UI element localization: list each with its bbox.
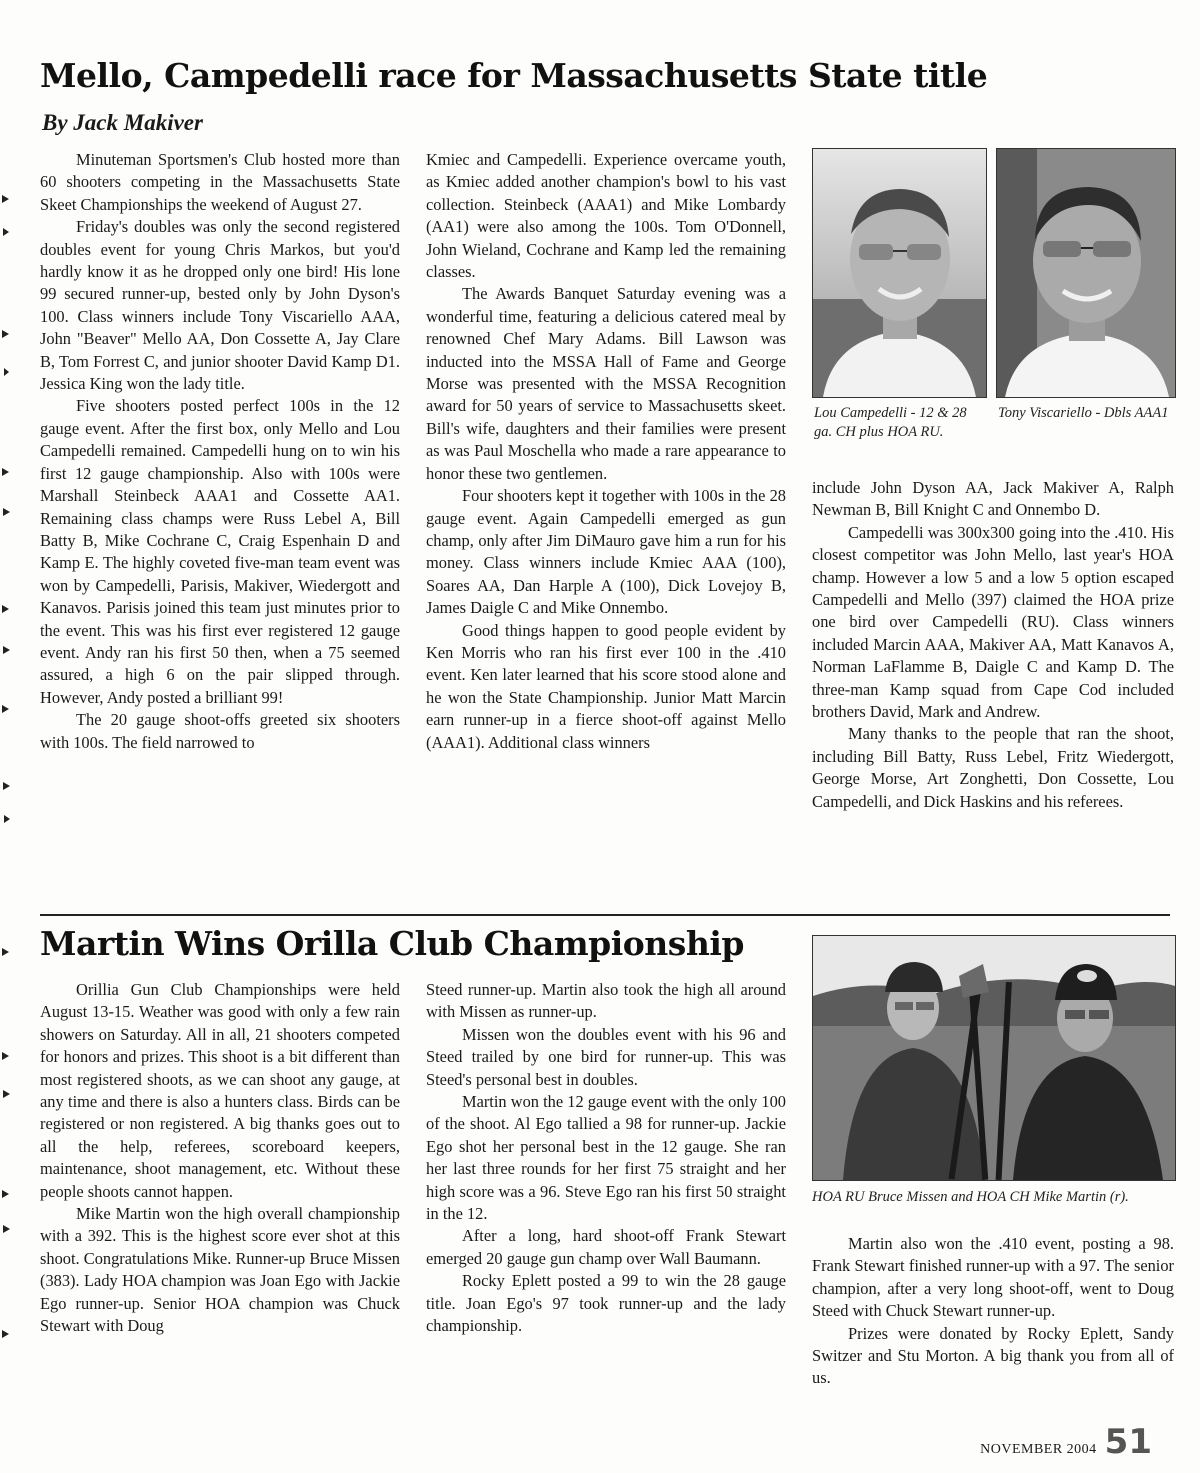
- paragraph: Martin won the 12 gauge event with the only 100 of the shoot. Al Ego tallied a 98 for runner-up. Jackie Ego shot her personal best in the 12 gauge. She ran her last three rounds for her first 75 straight and her high score was a 96. Steve Ego ran his first 50 straight in the 12.: [426, 1092, 786, 1224]
- paragraph: Martin also won the .410 event, posting a 98. Frank Stewart finished runner-up with a 97. The senior champion, after a very long shoot-off, went to Doug Steed with Chuck Stewart runner-up.: [812, 1234, 1174, 1321]
- paragraph: Missen won the doubles event with his 96 and Steed trailed by one bird for runner-up. This was Steed's personal best in doubles.: [426, 1024, 786, 1089]
- caption-martin: HOA RU Bruce Missen and HOA CH Mike Martin (r).: [812, 1189, 1129, 1205]
- paragraph: The Awards Banquet Saturday evening was a wonderful time, featuring a delicious catered meal by renowned Chef Mary Adams. Bill Lawson was inducted into the MSSA Hall of Fame and George Morse was presented with the MSSA Recognition award for 50 years of service to Massachusetts skeet. Bill's wife, daughters and their families were present as was Paul Moschella who made a rare appearance to honor these two gentlemen.: [426, 284, 786, 483]
- section-divider: [40, 914, 1170, 916]
- paragraph: Four shooters kept it together with 100s in the 28 gauge event. Again Campedelli emerged as gun champ, only after Jim DiMauro gave him a run for his money. Class winners include Kmiec AAA (100), Soares AA, Dan Harple A (100), Dick Lovejoy B, James Daigle C and Mike Onnembo.: [426, 486, 786, 618]
- article2-column-1: [40, 979, 400, 1338]
- article1-column-3: [812, 477, 1174, 813]
- paragraph: Minuteman Sportsmen's Club hosted more than 60 shooters competing in the Massachusetts State Skeet Championships the weekend of August 27.: [40, 150, 400, 214]
- article2-headline: Martin Wins Orilla Club Championship: [40, 924, 744, 963]
- article1-column-1: [40, 149, 400, 754]
- article2-column-3: [812, 1233, 1174, 1390]
- paragraph: include John Dyson AA, Jack Makiver A, Ralph Newman B, Bill Knight C and Onnembo D.: [812, 478, 1174, 520]
- photo-tony-viscariello: [996, 148, 1176, 398]
- paragraph: Rocky Eplett posted a 99 to win the 28 gauge title. Joan Ego's 97 took runner-up and the lady championship.: [426, 1271, 786, 1336]
- page-number: 51: [1104, 1422, 1152, 1462]
- paragraph: Friday's doubles was only the second registered doubles event for young Chris Markos, but you'd hardly know it as he dropped only one bird! His lone 99 secured runner-up, bested only by John Dyson's 100. Class winners include Tony Viscariello AAA, John "Beaver" Mello AA, Don Cossette A, Jay Clare B, Tom Forrest C, and junior shooter David Kamp D1. Jessica King won the lady title.: [40, 217, 400, 394]
- paragraph: Steed runner-up. Martin also took the high all around with Missen as runner-up.: [426, 980, 786, 1022]
- article2-column-2: [426, 979, 786, 1338]
- paragraph: After a long, hard shoot-off Frank Stewart emerged 20 gauge gun champ over Wall Baumann.: [426, 1226, 786, 1268]
- paragraph: Five shooters posted perfect 100s in the 12 gauge event. After the first box, only Mello and Lou Campedelli remained. Campedelli hung on to win his first 12 gauge championship. Also with 100s were Marshall Steinbeck AAA1 and Cossette AA1. Remaining class champs were Russ Lebel A, Bill Batty B, Mike Cochrane C, Craig Espenhain D and Kamp E. The highly coveted five-man team event was won by Campedelli, Parisis, Makiver, Wiedergott and Kanavos. Parisis joined this team just minutes prior to the event. This was his first ever registered 12 gauge event. Andy ran his first 50 then, when a 75 seemed assured, a high 6 on the pair slipped through. However, Andy posted a brilliant 99!: [40, 396, 400, 707]
- photo-lou-campedelli: [812, 148, 987, 398]
- paragraph: Good things happen to good people evident by Ken Morris who ran his first ever 100 in the .410 event. Ken later learned that his score stood alone and he won the State Championship. Junior Matt Marcin earn runner-up in a fierce shoot-off against Mello (AAA1). Additional class winners: [426, 620, 786, 752]
- scan-edge-marks: [0, 0, 14, 1473]
- article1-headline: Mello, Campedelli race for Massachusetts State title: [40, 56, 988, 95]
- paragraph: Orillia Gun Club Championships were held August 13-15. Weather was good with only a few rain showers on Saturday. All in all, 21 shooters competed for honors and prizes. This shoot is a bit different than most registered shoots, as we can shoot any gauge, at any time and there is also a hunters class. Birds can be registered or non registered. A big thanks goes out to all the help, referees, scoreboard keepers, maintenance, shoot management, etc. Without these people shoots cannot happen.: [40, 980, 400, 1201]
- caption-lou: Lou Campedelli - 12 & 28 ga. CH plus HOA RU.: [814, 405, 967, 440]
- photo-missen-and-martin: [812, 935, 1176, 1181]
- paragraph: Kmiec and Campedelli. Experience overcame youth, as Kmiec added another champion's bowl to his vast collection. Steinbeck (AAA1) and Mike Lombardy (AA1) were also among the 100s. Tom O'Donnell, John Wieland, Cochrane and Kamp led the remaining classes.: [426, 150, 786, 282]
- page-footer: [980, 1422, 1152, 1462]
- issue-date: NOVEMBER 2004: [980, 1442, 1097, 1457]
- article1-byline: By Jack Makiver: [42, 110, 203, 135]
- paragraph: Mike Martin won the high overall championship with a 392. This is the highest score ever shot at this shoot. Congratulations Mike. Runner-up Bruce Missen (383). Lady HOA champion was Joan Ego with Jackie Ego runner-up. Senior HOA champion was Chuck Stewart with Doug: [40, 1204, 400, 1336]
- article1-column-2: [426, 149, 786, 754]
- paragraph: Many thanks to the people that ran the shoot, including Bill Batty, Russ Lebel, Fritz Wiedergott, George Morse, Art Zonghetti, Don Cossette, Lou Campedelli, and Dick Haskins and his referees.: [812, 724, 1174, 811]
- paragraph: Prizes were donated by Rocky Eplett, Sandy Switzer and Stu Morton. A big thank you from all of us.: [812, 1323, 1174, 1388]
- caption-tony: Tony Viscariello - Dbls AAA1: [998, 405, 1169, 421]
- paragraph: The 20 gauge shoot-offs greeted six shooters with 100s. The field narrowed to: [40, 710, 400, 752]
- paragraph: Campedelli was 300x300 going into the .410. His closest competitor was John Mello, last year's HOA champ. However a low 5 and a low 5 option escaped Campedelli and Mello (397) claimed the HOA prize one bird over Campedelli (RU). Class winners included Marcin AAA, Makiver AA, Matt Kanavos A, Norman LaFlamme B, Daigle C and Kamp D. The three-man Kamp squad from Cape Cod included brothers David, Mark and Andrew.: [812, 522, 1174, 722]
